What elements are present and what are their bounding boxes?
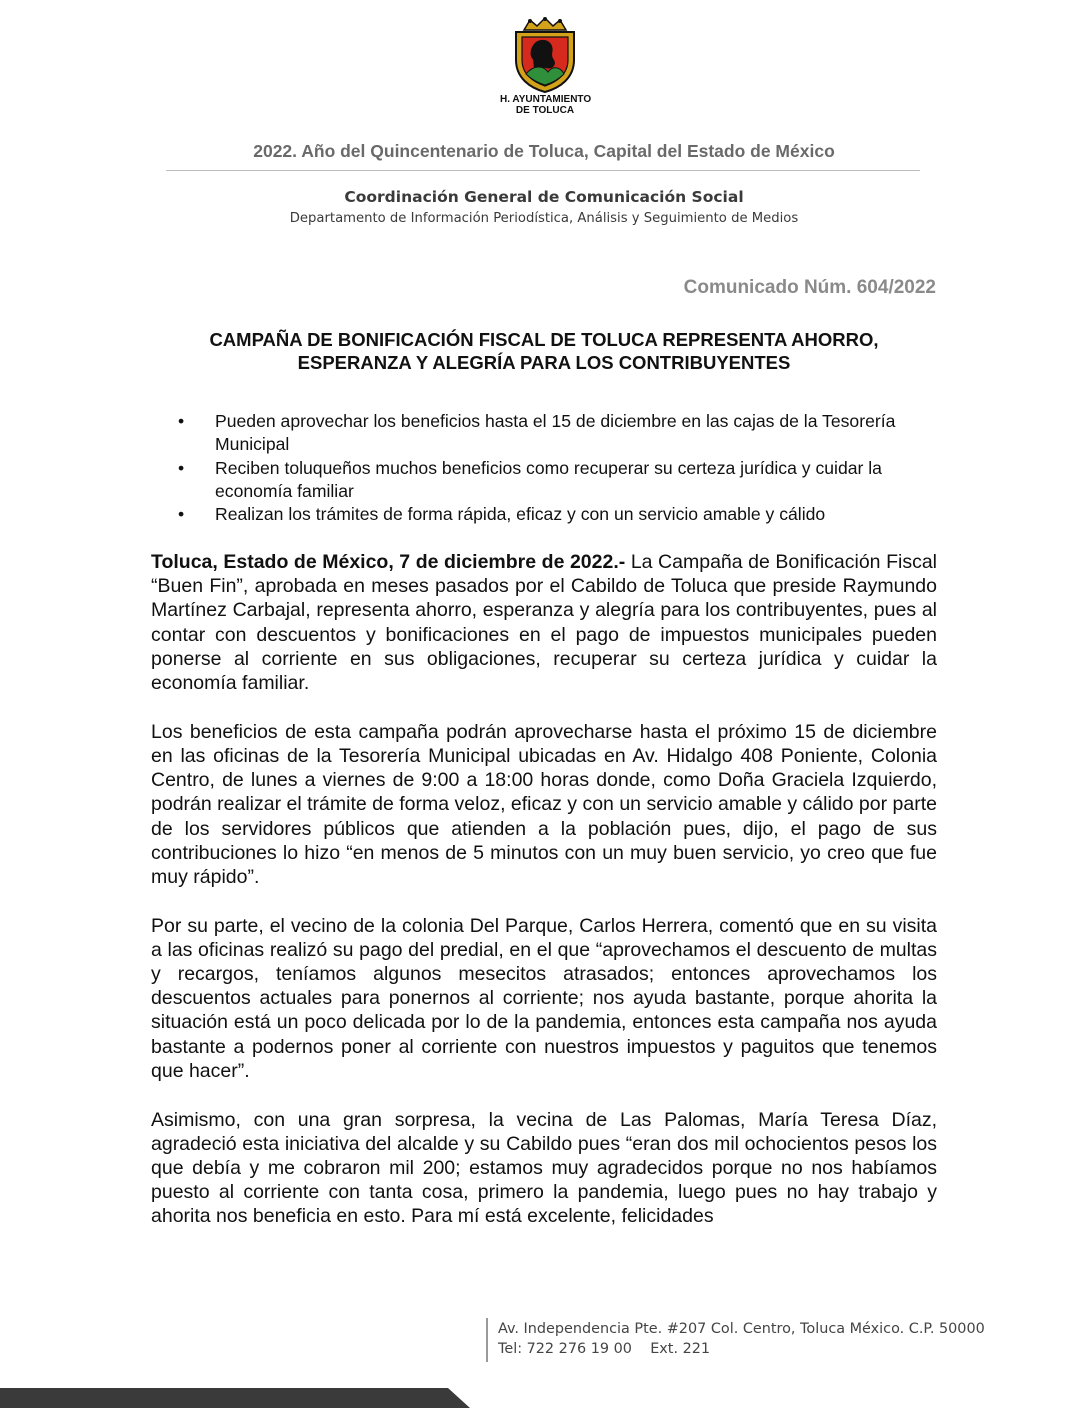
bullet-item xyxy=(178,457,948,504)
footer-divider xyxy=(486,1318,488,1362)
dateline: Toluca, Estado de México, 7 de diciembre de 2022.- xyxy=(151,551,626,573)
bullet-text: Realizan los trámites de forma rápida, eficaz y con un servicio amable y cálido xyxy=(215,504,826,525)
coordination-title: Coordinación General de Comunicación Social xyxy=(344,188,744,206)
bullet-icon: • xyxy=(178,411,185,431)
paragraph-1-text: La Campaña de Bonificación Fiscal “Buen Fin”, aprobada en meses pasados por el Cabildo de Toluca que preside Raymundo Martínez Carbajal, representa ahorro, esperanza y alegría para los contribuyentes, pues al contar con descuentos y bonificaciones en el pago de impuestos municipales pueden ponerse al corriente en sus obligaciones, recuperar su certeza jurídica y cuidar la economía familiar. xyxy=(151,551,938,695)
year-banner: 2022. Año del Quincentenario de Toluca, Capital del Estado de México xyxy=(253,141,835,161)
bullet-text: Reciben toluqueños muchos beneficios como recuperar su certeza jurídica y cuidar la economía familiar xyxy=(215,457,882,501)
logo-caption-line2: DE TOLUCA xyxy=(515,105,575,116)
bullet-icon: • xyxy=(178,457,185,478)
summary-bullet-list xyxy=(178,410,948,526)
bullet-icon: • xyxy=(178,504,185,525)
body-paragraph-2: Los beneficios de esta campaña podrán aprovecharse hasta el próximo 15 de diciembre en las oficinas de la Tesorería Municipal ubicadas en Av. Hidalgo 408 Poniente, Colonia Centro, de lunes a viernes de 9:00 a 18:00 horas donde, como Doña Graciela Izquierdo, podrán realizar el trámite de forma veloz, eficaz y con un servicio amable y cálido por parte de los servidores públicos que atienden a la población pues, dijo, el pago de sus contribuciones lo hizo “en menos de 5 minutos con un muy buen servicio, yo creo que fue muy rápido”. xyxy=(151,720,937,888)
header-divider xyxy=(166,170,920,171)
department-subtitle: Departamento de Información Periodística, Análisis y Seguimiento de Medios xyxy=(289,211,799,226)
body-paragraph-3: Por su parte, el vecino de la colonia Del Parque, Carlos Herrera, comentó que en su visita a las oficinas realizó su pago del predial, en el que “aprovechamos el descuento de multas y recargos, teníamos algunos mesecitos atrasados; entonces aprovechamos los descuentos actuales para ponernos al corriente; nos ayuda bastante, porque ahorita la situación está un poco delicada por lo de la pandemia, entonces esta campaña nos ayuda bastante a podernos poner al corriente con nuestros impuestos y paguitos que tenemos que hacer”. xyxy=(151,914,937,1082)
footer-contact xyxy=(498,1319,985,1359)
body-paragraph-4: Asimismo, con una gran sorpresa, la vecina de Las Palomas, María Teresa Díaz, agradeció esta iniciativa del alcalde y su Cabildo pues “eran dos mil ochocientos pesos los que debía y me cobraron mil 200; estamos muy agradecidos porque no nos habíamos puesto al corriente con tanta cosa, primero la pandemia, luego pues no hay trabajo y ahorita nos beneficia en esto. Para mí está excelente, felicidades xyxy=(151,1108,937,1228)
footer-phone: Tel: 722 276 19 00 Ext. 221 xyxy=(498,1341,711,1357)
footer-address: Av. Independencia Pte. #207 Col. Centro, Toluca México. C.P. 50000 xyxy=(498,1321,985,1337)
body-paragraph-1 xyxy=(151,550,937,695)
logo-caption-line1: H. AYUNTAMIENTO xyxy=(500,94,592,105)
toluca-coat-of-arms-logo xyxy=(500,16,590,120)
press-release-headline: CAMPAÑA DE BONIFICACIÓN FISCAL DE TOLUCA REPRESENTA AHORRO, ESPERANZA Y ALEGRÍA PARA LOS CONTRIBUYENTES xyxy=(209,329,879,373)
bullet-item xyxy=(178,410,948,457)
bullet-text: Pueden aprovechar los beneficios hasta el 15 de diciembre en las cajas de la Tesorería Municipal xyxy=(215,411,896,455)
bullet-item xyxy=(178,503,948,526)
footer-decorative-band xyxy=(0,1388,470,1408)
comunicado-number: Comunicado Núm. 604/2022 xyxy=(683,277,936,298)
article-body xyxy=(151,550,937,1253)
coat-of-arms-icon xyxy=(510,16,580,94)
